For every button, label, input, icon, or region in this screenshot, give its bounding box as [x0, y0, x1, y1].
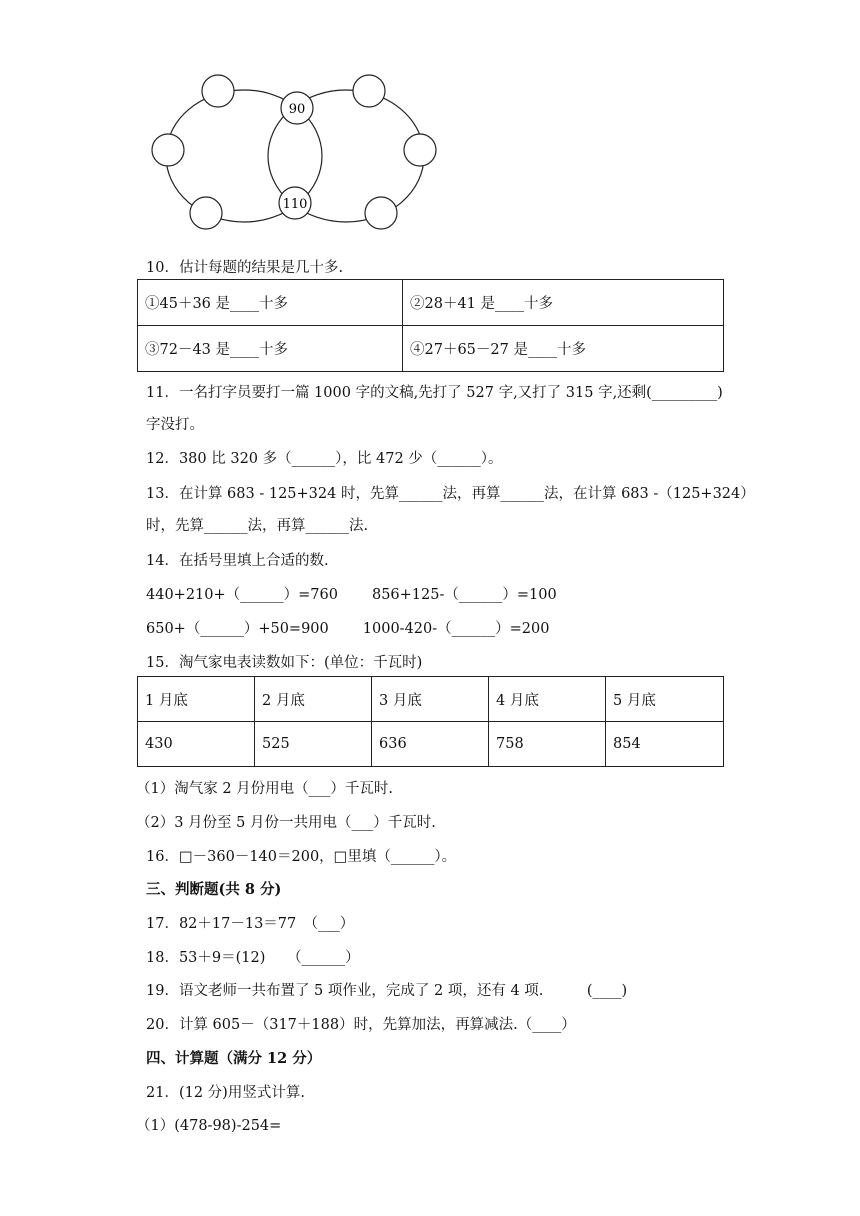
- blank-circle-left-top[interactable]: [202, 75, 234, 107]
- q21-sub1: （1）(478-98)-254=: [136, 1118, 282, 1134]
- meter-value-3: 636: [372, 722, 489, 767]
- blank-circle-right-bottom[interactable]: [365, 197, 397, 229]
- q19-text: 19．语文老师一共布置了 5 项作业，完成了 2 项，还有 4 项. (____): [146, 983, 628, 999]
- meter-header-2: 2 月底: [255, 677, 372, 722]
- q16-text: 16．□－360－140＝200，□里填（______）。: [146, 849, 457, 865]
- q11-line1: 11．一名打字员要打一篇 1000 字的文稿,先打了 527 字,又打了 315 字,还剩(_________): [146, 385, 723, 401]
- blank-circle-left-middle[interactable]: [152, 134, 184, 166]
- blank-circle-left-bottom[interactable]: [190, 197, 222, 229]
- blank-circle-right-top[interactable]: [353, 75, 385, 107]
- meter-value-1: 430: [138, 722, 255, 767]
- q10-table: [137, 279, 724, 372]
- q15-sub2: （2）3 月份至 5 月份一共用电（___）千瓦时.: [136, 815, 436, 831]
- section4-title: 四、计算题（满分 12 分）: [146, 1050, 322, 1067]
- q14-row1b: 856+125-（______）=100: [371, 587, 557, 603]
- section3-title: 三、判断题(共 8 分): [146, 881, 282, 898]
- overlapping-ovals-diagram: [148, 68, 448, 238]
- q10-cell-4: ④27＋65－27 是____十多: [403, 326, 724, 372]
- meter-value-2: 525: [255, 722, 372, 767]
- meter-value-4: 758: [489, 722, 606, 767]
- meter-header-1: 1 月底: [138, 677, 255, 722]
- q18-text: 18．53＋9＝(12) （______）: [146, 950, 360, 966]
- q13-line2: 时，先算______法，再算______法.: [146, 518, 369, 534]
- q10-cell-3: ③72－43 是____十多: [138, 326, 403, 372]
- meter-header-3: 3 月底: [372, 677, 489, 722]
- q11-line2: 字没打。: [146, 417, 204, 433]
- blank-circle-right-middle[interactable]: [404, 134, 436, 166]
- q14-row1a: 440+210+（______）=760: [146, 587, 338, 603]
- meter-header-4: 4 月底: [489, 677, 606, 722]
- center-top-number: 90: [288, 102, 306, 117]
- q12-text: 12．380 比 320 多（______），比 472 少（______）。: [146, 451, 503, 467]
- q10-cell-1: ①45＋36 是____十多: [138, 280, 403, 326]
- q14-row2b: 1000-420-（______）=200: [362, 621, 550, 637]
- meter-reading-table: [137, 676, 724, 767]
- q20-text: 20．计算 605－（317＋188）时，先算加法，再算减法.（____）: [146, 1017, 576, 1033]
- q13-line1: 13．在计算 683 - 125+324 时，先算______法，再算______法，在计算 683 -（125+324）: [146, 486, 755, 502]
- q14-row2: [146, 617, 549, 638]
- meter-value-5: 854: [606, 722, 724, 767]
- q10-text: 10．估计每题的结果是几十多.: [146, 260, 344, 276]
- q14-row2a: 650+（______）+50=900: [146, 621, 329, 637]
- q14-row1: [146, 583, 557, 604]
- q14-text: 14．在括号里填上合适的数.: [146, 553, 329, 569]
- q15-sub1: （1）淘气家 2 月份用电（___）千瓦时.: [136, 781, 394, 797]
- center-bottom-number: 110: [282, 197, 308, 212]
- q17-text: 17．82＋17－13＝77 （___）: [146, 916, 355, 932]
- q21-text: 21．(12 分)用竖式计算.: [146, 1085, 305, 1101]
- q10-cell-2: ②28＋41 是____十多: [403, 280, 724, 326]
- q15-text: 15．淘气家电表读数如下：(单位：千瓦时): [146, 655, 423, 671]
- meter-header-5: 5 月底: [606, 677, 724, 722]
